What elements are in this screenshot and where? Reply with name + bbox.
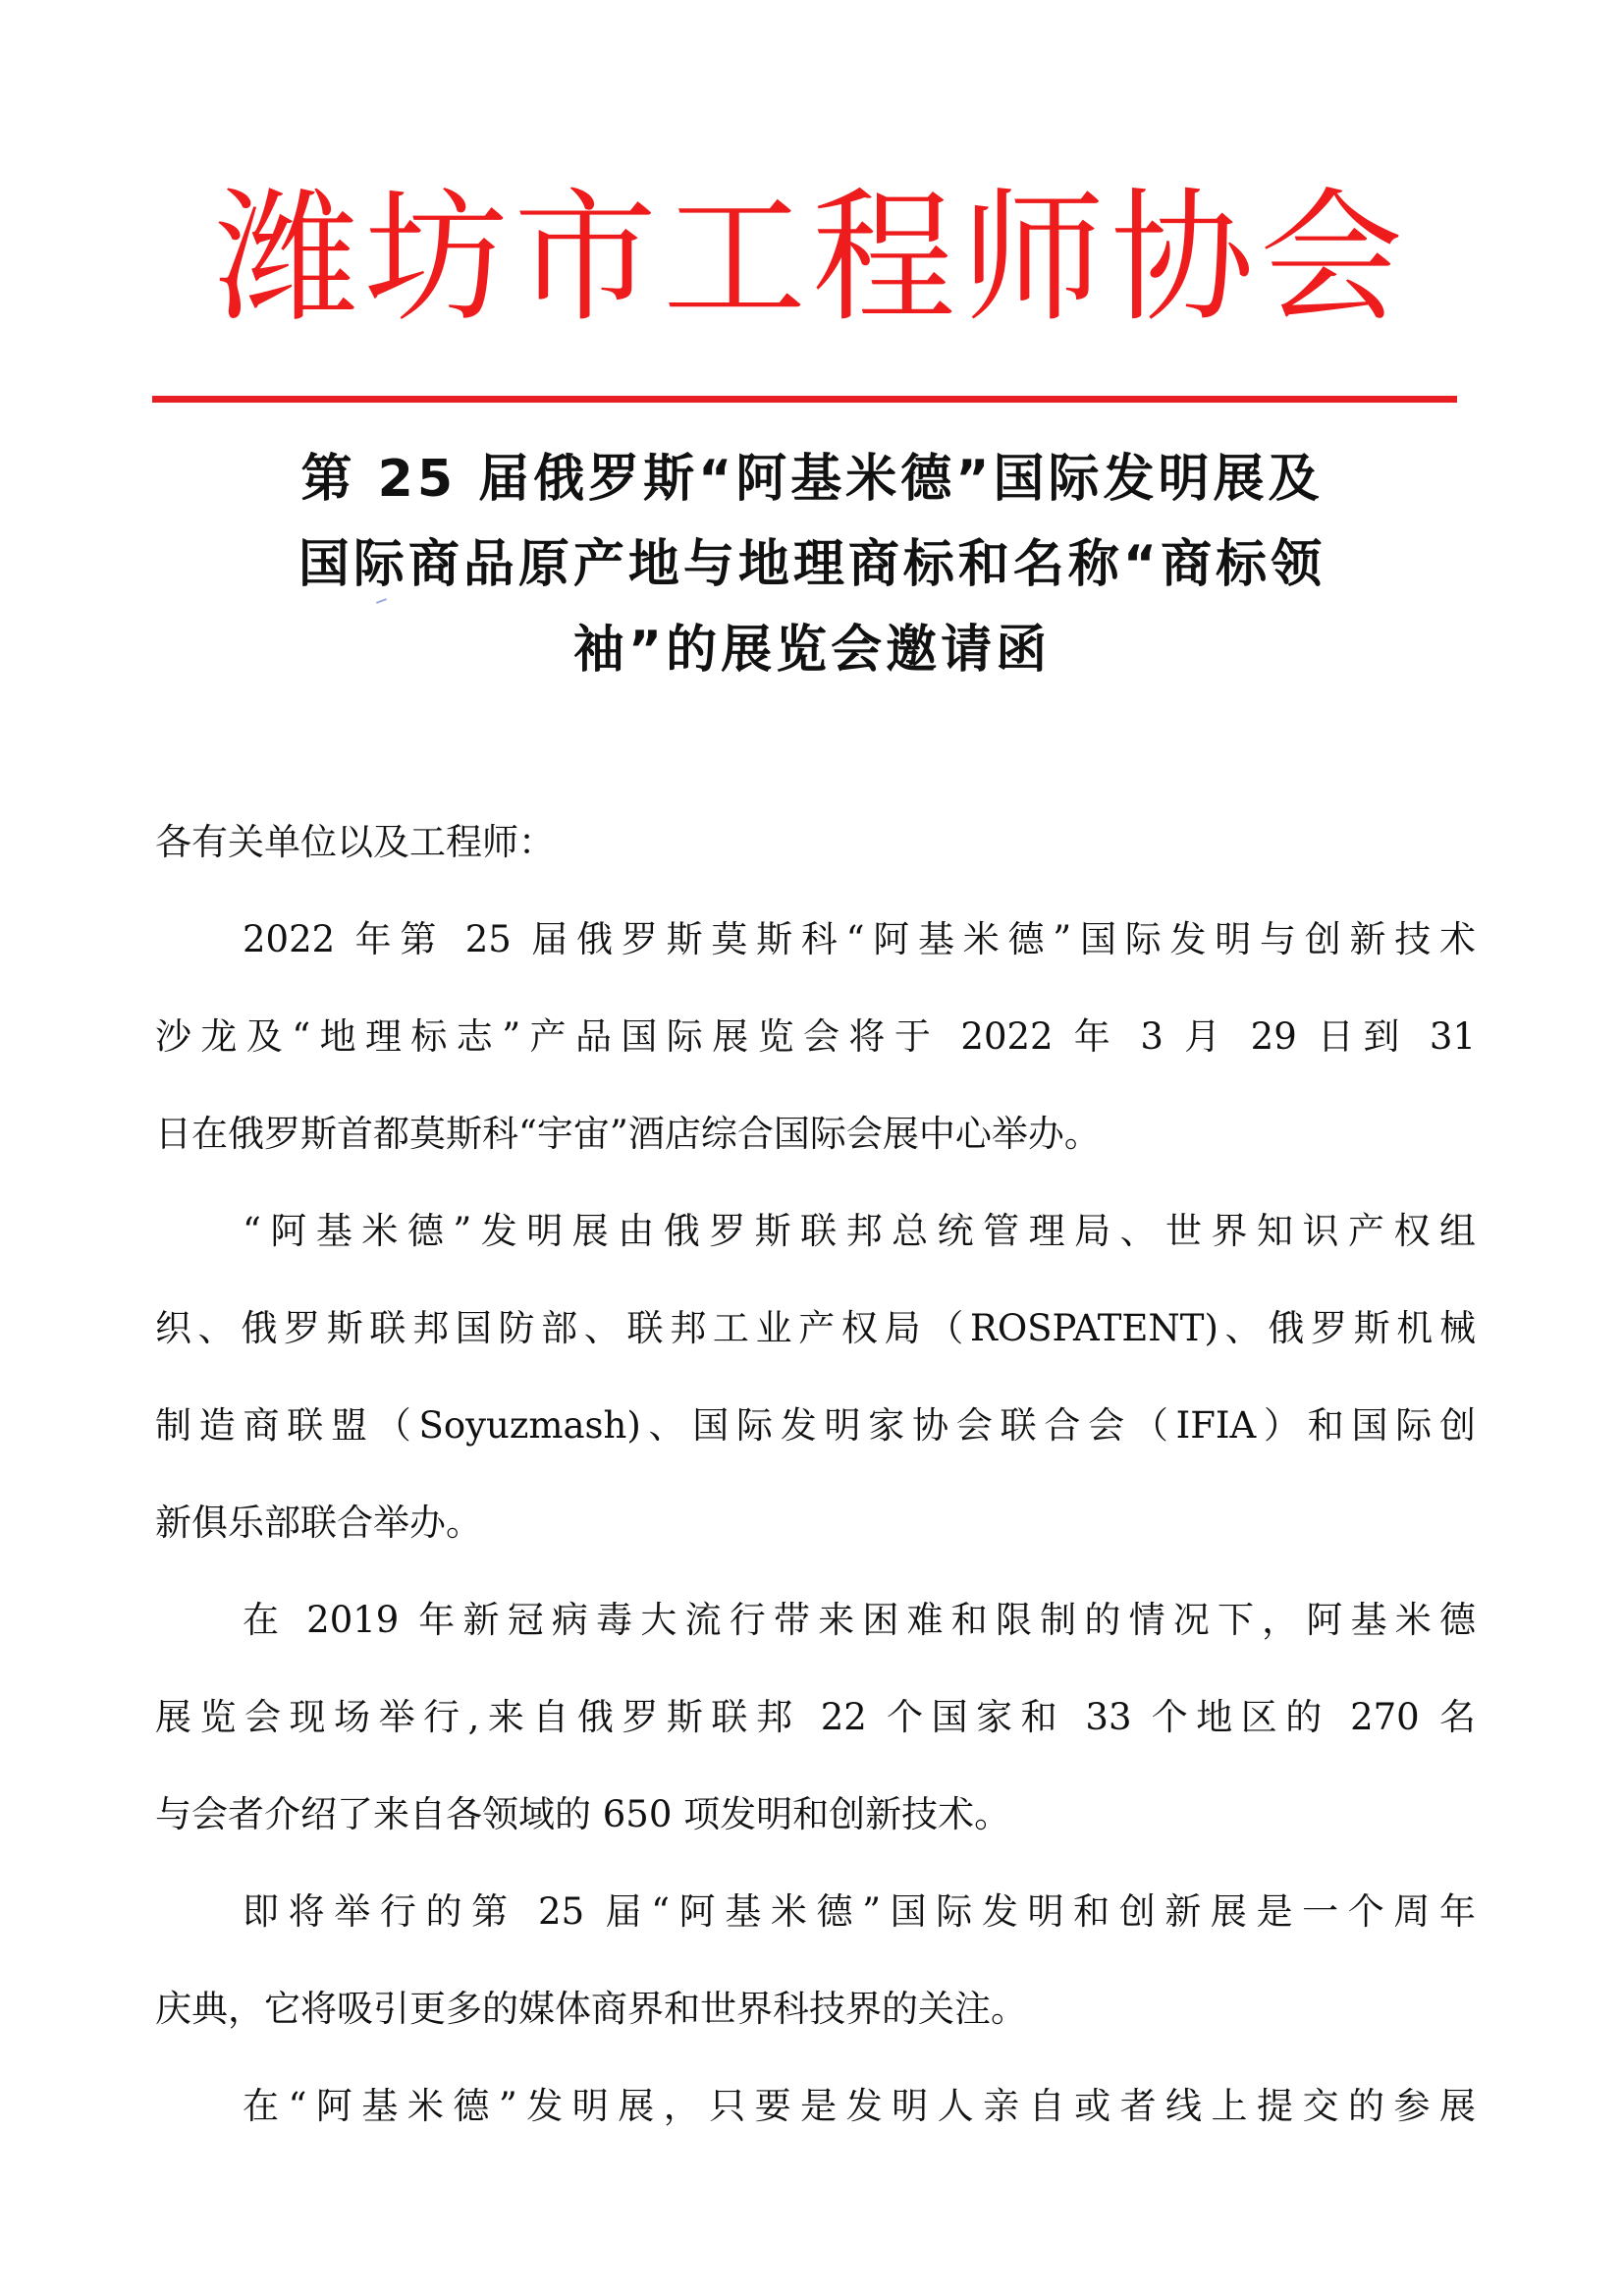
body-line: 展览会现场举行,来自俄罗斯联邦 22 个国家和 33 个地区的 270 名 bbox=[155, 1696, 1476, 1738]
body-line: 制造商联盟（Soyuzmash)、国际发明家协会联合会（IFIA）和国际创 bbox=[155, 1404, 1476, 1447]
salutation: 各有关单位以及工程师： bbox=[155, 821, 555, 863]
title-line: 国际商品原产地与地理商标和名称“商标领 bbox=[298, 535, 1326, 594]
title-line: 第 25 届俄罗斯“阿基米德”国际发明展及 bbox=[300, 450, 1324, 509]
paragraph-event-announcement bbox=[155, 891, 1476, 1182]
body-line: “阿基米德”发明展由俄罗斯联邦总统管理局、世界知识产权组 bbox=[243, 1210, 1476, 1252]
body-line: 即将举行的第 25 届“阿基米德”国际发明和创新展是一个周年 bbox=[243, 1890, 1476, 1933]
paragraph-anniversary bbox=[155, 1863, 1476, 2057]
body-line: 2022 年第 25 届俄罗斯莫斯科“阿基米德”国际发明与创新技术 bbox=[243, 918, 1476, 960]
body-line: 织、俄罗斯联邦国防部、联邦工业产权局（ROSPATENT)、俄罗斯机械 bbox=[155, 1307, 1476, 1349]
red-divider-rule bbox=[152, 396, 1457, 403]
title-line: 袖”的展览会邀请函 bbox=[572, 621, 1052, 680]
body-line: 在“阿基米德”发明展，只要是发明人亲自或者线上提交的参展 bbox=[243, 2085, 1476, 2127]
body-line: 日在俄罗斯首都莫斯科“宇宙”酒店综合国际会展中心举办。 bbox=[155, 1113, 1101, 1155]
organization-masthead: 潍坊市工程师协会 bbox=[215, 175, 1409, 342]
body-line: 在 2019 年新冠病毒大流行带来困难和限制的情况下，阿基米德 bbox=[243, 1599, 1476, 1641]
body-line: 沙龙及“地理标志”产品国际展览会将于 2022 年 3 月 29 日到 31 bbox=[155, 1015, 1476, 1058]
document-title bbox=[147, 437, 1477, 693]
letter-body bbox=[155, 793, 1476, 2155]
paragraph-organizers bbox=[155, 1182, 1476, 1571]
body-line: 新俱乐部联合举办。 bbox=[155, 1502, 482, 1544]
body-line: 庆典，它将吸引更多的媒体商界和世界科技界的关注。 bbox=[155, 1988, 1027, 2030]
paragraph-submission bbox=[155, 2057, 1476, 2155]
body-line: 与会者介绍了来自各领域的 650 项发明和创新技术。 bbox=[155, 1793, 1011, 1835]
paragraph-previous-edition bbox=[155, 1571, 1476, 1863]
